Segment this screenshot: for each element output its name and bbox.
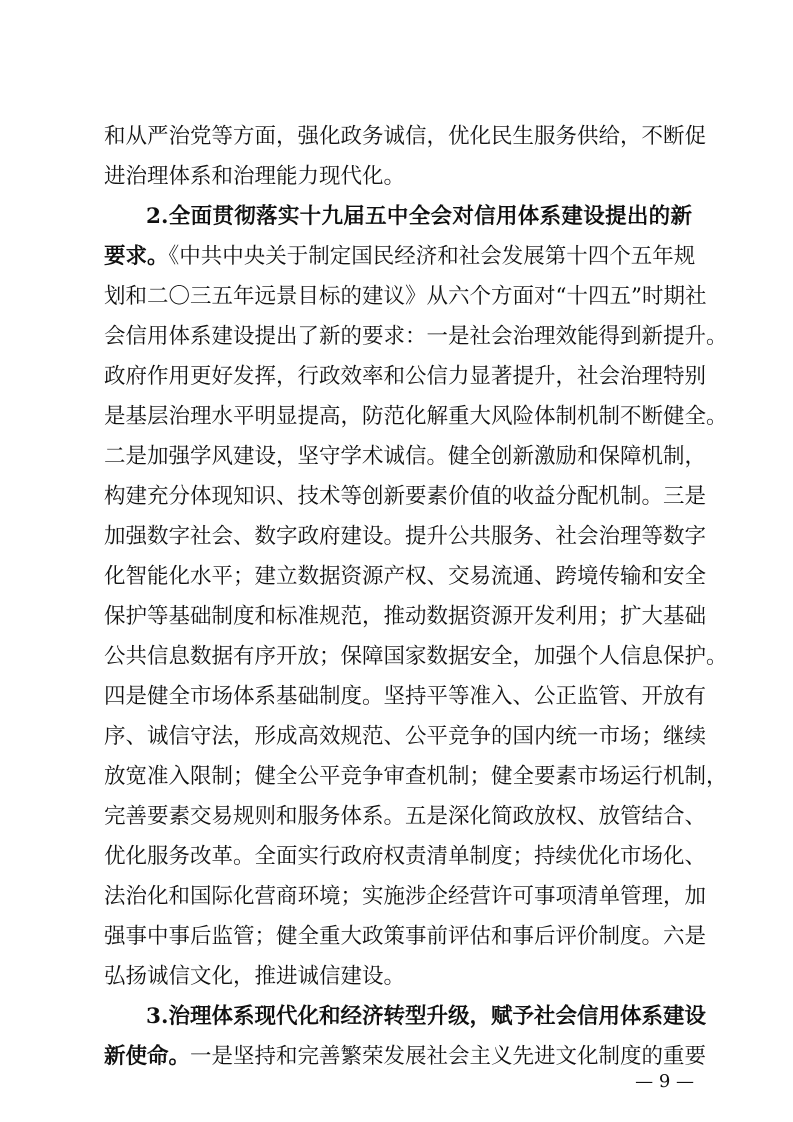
line-text: 加强数字社会、数字政府建设。提升公共服务、社会治理等数字 xyxy=(104,524,707,549)
line-text: 是基层治理水平明显提高，防范化解重大风险体制机制不断健全。 xyxy=(104,404,728,429)
body-line xyxy=(104,762,728,792)
line-text: 序、诚信守法，形成高效规范、公平竞争的国内统一市场；继续 xyxy=(104,724,707,749)
line-text: 二是加强学风建设，坚守学术诚信。健全创新激励和保障机制， xyxy=(104,444,707,469)
body-line xyxy=(104,882,707,912)
body-line xyxy=(104,402,728,432)
body-line xyxy=(104,322,728,352)
line-text: 法治化和国际化营商环境；实施涉企经营许可事项清单管理，加 xyxy=(104,884,707,909)
line-text: 弘扬诚信文化，推进诚信建设。 xyxy=(104,964,406,989)
section-heading-text: 2.全面贯彻落实十九届五中全会对信用体系建设提出的新 xyxy=(146,204,692,229)
line-text: 化智能化水平；建立数据资源产权、交易流通、跨境传输和安全 xyxy=(104,564,707,589)
body-line xyxy=(104,642,728,672)
line-text: 政府作用更好发挥，行政效率和公信力显著提升，社会治理特别 xyxy=(104,364,707,389)
body-line xyxy=(104,442,707,472)
section-heading-text: 新使命。 xyxy=(104,1044,191,1069)
body-line xyxy=(104,242,696,272)
body-line xyxy=(104,922,707,952)
line-text: 放宽准入限制；健全公平竞争审查机制；健全要素市场运行机制， xyxy=(104,764,728,789)
line-text: 《中共中央关于制定国民经济和社会发展第十四个五年规 xyxy=(168,244,696,269)
body-line xyxy=(104,1042,707,1072)
body-line xyxy=(104,802,707,832)
body-line xyxy=(104,522,707,552)
body-line xyxy=(104,282,707,312)
section-heading-text: 要求。 xyxy=(104,244,169,269)
body-line xyxy=(104,482,707,512)
line-text: 会信用体系建设提出了新的要求：一是社会治理效能得到新提升。 xyxy=(104,324,728,349)
section-heading-line xyxy=(146,1002,706,1032)
body-line xyxy=(104,562,707,592)
line-text: 进治理体系和治理能力现代化。 xyxy=(104,164,406,189)
line-text: 优化服务改革。全面实行政府权责清单制度；持续优化市场化、 xyxy=(104,844,707,869)
section-heading-line xyxy=(146,202,692,232)
section-heading-text: 3.治理体系现代化和经济转型升级，赋予社会信用体系建设 xyxy=(146,1004,706,1029)
body-line xyxy=(104,122,707,152)
line-text: 四是健全市场体系基础制度。坚持平等准入、公正监管、开放有 xyxy=(104,684,707,709)
page-number: — 9 — xyxy=(635,1071,694,1092)
body-line xyxy=(104,722,707,752)
body-line xyxy=(104,162,692,192)
line-text: 保护等基础制度和标准规范，推动数据资源开发利用；扩大基础 xyxy=(104,604,707,629)
body-line xyxy=(104,962,692,992)
body-line xyxy=(104,362,707,392)
line-text: 公共信息数据有序开放；保障国家数据安全，加强个人信息保护。 xyxy=(104,644,728,669)
line-text: 划和二〇三五年远景目标的建议》从六个方面对“十四五”时期社 xyxy=(104,284,707,309)
line-text: 强事中事后监管；健全重大政策事前评估和事后评价制度。六是 xyxy=(104,924,707,949)
body-line xyxy=(104,842,707,872)
line-text: 构建充分体现知识、技术等创新要素价值的收益分配机制。三是 xyxy=(104,484,707,509)
body-line xyxy=(104,682,707,712)
line-text: 一是坚持和完善繁荣发展社会主义先进文化制度的重要 xyxy=(190,1044,707,1069)
line-text: 完善要素交易规则和服务体系。五是深化简政放权、放管结合、 xyxy=(104,804,707,829)
line-text: 和从严治党等方面，强化政务诚信，优化民生服务供给，不断促 xyxy=(104,124,707,149)
body-line xyxy=(104,602,707,632)
